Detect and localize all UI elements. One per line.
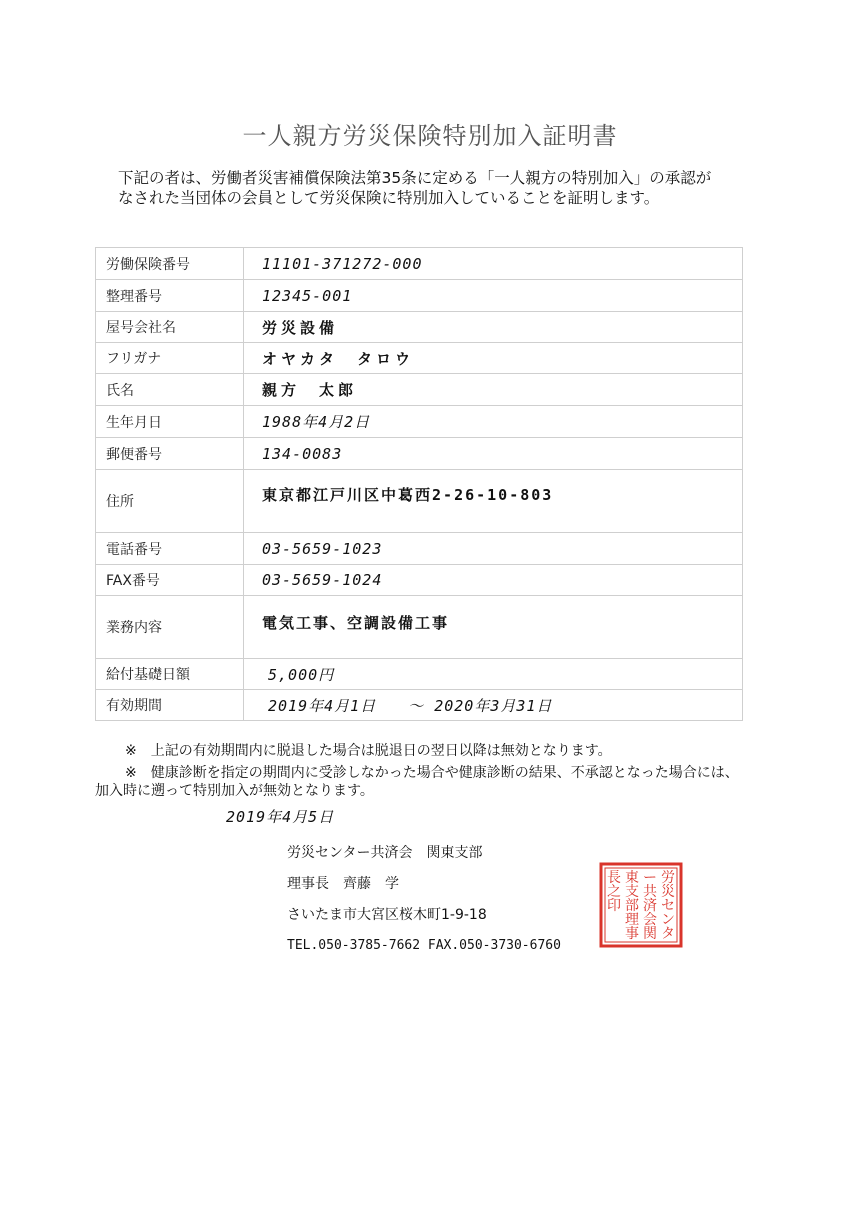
row-value: 電気工事、空調設備工事 (244, 596, 743, 659)
seal-glyph: 印 (607, 898, 621, 914)
row-value: 東京都江戸川区中葛西2-26-10-803 (244, 470, 743, 533)
table-row (96, 470, 743, 533)
issuer-contact: TEL.050-3785-7662 FAX.050-3730-6760 (287, 938, 561, 953)
row-label: 住所 (96, 470, 244, 533)
table-row (96, 374, 743, 406)
seal-glyph: タ (661, 926, 675, 942)
issuer-chair: 理事長 齊藤 学 (287, 876, 399, 892)
seal-glyph: 部 (625, 898, 639, 914)
table-row (96, 596, 743, 659)
table-row (96, 343, 743, 374)
seal-glyph: 災 (661, 884, 675, 900)
row-label: 屋号会社名 (96, 312, 244, 343)
notes-section (95, 742, 775, 804)
row-label: 氏名 (96, 374, 244, 406)
issuer-org: 労災センター共済会 関東支部 (287, 845, 483, 861)
row-value: オヤカタ タロウ (244, 343, 743, 374)
document-title: 一人親方労災保険特別加入証明書 (242, 122, 618, 150)
row-value: 1988年4月2日 (244, 406, 743, 438)
row-value: 11101-371272-000 (244, 248, 743, 280)
seal-glyph: 済 (643, 898, 657, 914)
table-row (96, 659, 743, 690)
row-label: 郵便番号 (96, 438, 244, 470)
row-value: 12345-001 (244, 280, 743, 312)
issuer-address: さいたま市大宮区桜木町1-9-18 (287, 907, 487, 923)
seal-glyph: 労 (661, 870, 675, 886)
row-value: 親方 太郎 (244, 374, 743, 406)
row-value: 2019年4月1日 ～ 2020年3月31日 (244, 690, 743, 721)
table-row (96, 248, 743, 280)
row-label: 有効期間 (96, 690, 244, 721)
row-label: 整理番号 (96, 280, 244, 312)
seal-glyph: 事 (625, 926, 639, 942)
row-label: フリガナ (96, 343, 244, 374)
row-value: 03-5659-1024 (244, 565, 743, 596)
row-value: 労災設備 (244, 312, 743, 343)
seal-glyph: 共 (643, 884, 657, 900)
row-label: 生年月日 (96, 406, 244, 438)
seal-glyph: 関 (643, 926, 657, 942)
row-value: 5,000円 (244, 659, 743, 690)
seal-glyph: ン (661, 912, 675, 928)
seal-glyph: 之 (607, 884, 621, 900)
official-seal-stamp (599, 862, 683, 948)
row-label: 電話番号 (96, 533, 244, 565)
table-row (96, 533, 743, 565)
table-row (96, 565, 743, 596)
row-label: 給付基礎日額 (96, 659, 244, 690)
seal-glyph: 長 (607, 870, 621, 886)
intro-line-2: なされた当団体の会員として労災保険に特別加入していることを証明します。 (118, 189, 660, 207)
seal-glyph: 支 (625, 884, 639, 900)
seal-glyph: 東 (625, 870, 639, 886)
table-row (96, 438, 743, 470)
row-value: 03-5659-1023 (244, 533, 743, 565)
table-row (96, 280, 743, 312)
intro-line-1: 下記の者は、労働者災害補償保険法第35条に定める「一人親方の特別加入」の承認が (118, 169, 712, 187)
table-row (96, 406, 743, 438)
row-label: 業務内容 (96, 596, 244, 659)
note-2-line-2: 加入時に遡って特別加入が無効となります。 (95, 783, 374, 799)
note-1: ※ 上記の有効期間内に脱退した場合は脱退日の翌日以降は無効となります。 (125, 743, 612, 759)
issuer-block (287, 842, 561, 966)
intro-text (118, 168, 758, 208)
seal-glyph: 理 (625, 912, 639, 928)
seal-glyph: 会 (643, 912, 657, 928)
seal-glyph: ー (643, 870, 657, 886)
note-2-line-1: ※ 健康診断を指定の期間内に受診しなかった場合や健康診断の結果、不承認となった場合には、 (125, 765, 739, 781)
certificate-table (95, 247, 743, 721)
table-row (96, 690, 743, 721)
row-label: FAX番号 (96, 565, 244, 596)
row-label: 労働保険番号 (96, 248, 244, 280)
issue-date: 2019年4月5日 (226, 808, 335, 826)
row-value: 134-0083 (244, 438, 743, 470)
table-row (96, 312, 743, 343)
seal-glyph: セ (661, 898, 675, 914)
